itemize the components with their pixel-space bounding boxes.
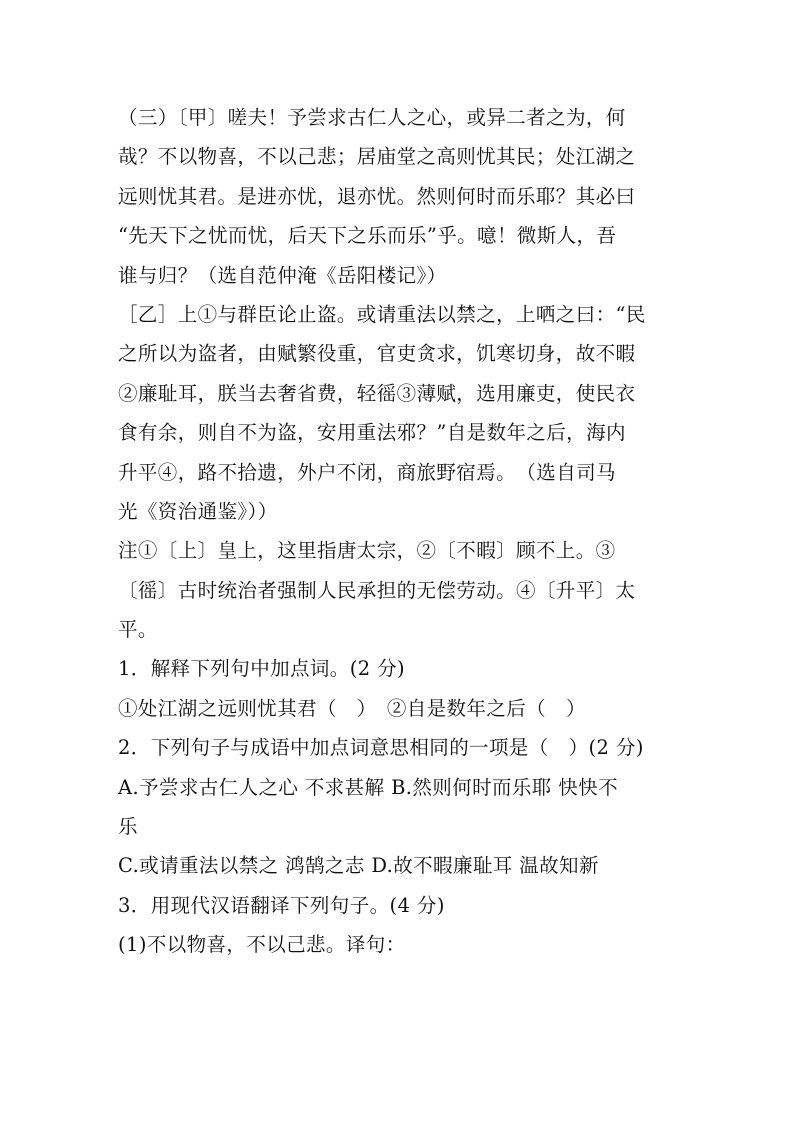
text-line: ［乙］上①与群臣论止盗。或请重法以禁之，上哂之曰：“民 <box>118 302 646 326</box>
text-line: 哉？不以物喜，不以己悲；居庙堂之高则忧其民；处江湖之 <box>118 145 636 169</box>
document-page <box>118 98 678 965</box>
question-line: 3．用现代汉语翻译下列句子。(4 分) <box>118 893 445 917</box>
text-line: 远则忧其君。是进亦忧，退亦忧。然则何时而乐耶？其必曰 <box>118 184 636 208</box>
text-line: 光《资治通鉴》）） <box>118 499 278 523</box>
text-line: 谁与归？（选自范仲淹《岳阳楼记》） <box>118 263 447 287</box>
text-line: 升平④，路不拾遗，外户不闭，商旅野宿焉。 （选自司马 <box>118 460 616 484</box>
text-line: ②廉耻耳，朕当去奢省费，轻徭③薄赋，选用廉吏，使民衣 <box>118 381 636 405</box>
text-line: 注①〔上〕皇上，这里指唐太宗，②〔不暇〕顾不上。③ <box>118 539 616 563</box>
question-line: A.予尝求古仁人之心 不求甚解 B.然则何时而乐耶 快快不 <box>118 775 619 799</box>
question-line: ①处江湖之远则忧其君（ ） ②自是数年之后（ ） <box>118 696 586 720</box>
text-line: 平。 <box>118 618 158 642</box>
text-line: 食有余，则自不为盗，安用重法邪？”自是数年之后，海内 <box>118 421 626 445</box>
text-line: “先天下之忧而忧，后天下之乐而乐”乎。噫！微斯人，吾 <box>118 224 617 248</box>
text-line: （三）〔甲〕嗟夫！予尝求古仁人之心，或异二者之为，何 <box>118 106 626 129</box>
question-line: C.或请重法以禁之 鸿鹄之志 D.故不暇廉耻耳 温故知新 <box>118 854 599 878</box>
question-line: 1．解释下列句中加点词。(2 分) <box>118 657 406 681</box>
question-line: 2．下列句子与成语中加点词意思相同的一项是（ ）(2 分) <box>118 736 644 760</box>
text-line: 〔徭〕古时统治者强制人民承担的无偿劳动。④〔升平〕太 <box>118 578 636 602</box>
question-line: 乐 <box>118 815 138 839</box>
text-line: 之所以为盗者，由赋繁役重，官吏贪求，饥寒切身，故不暇 <box>118 342 636 366</box>
question-line: (1)不以物喜，不以己悲。译句： <box>118 933 406 957</box>
